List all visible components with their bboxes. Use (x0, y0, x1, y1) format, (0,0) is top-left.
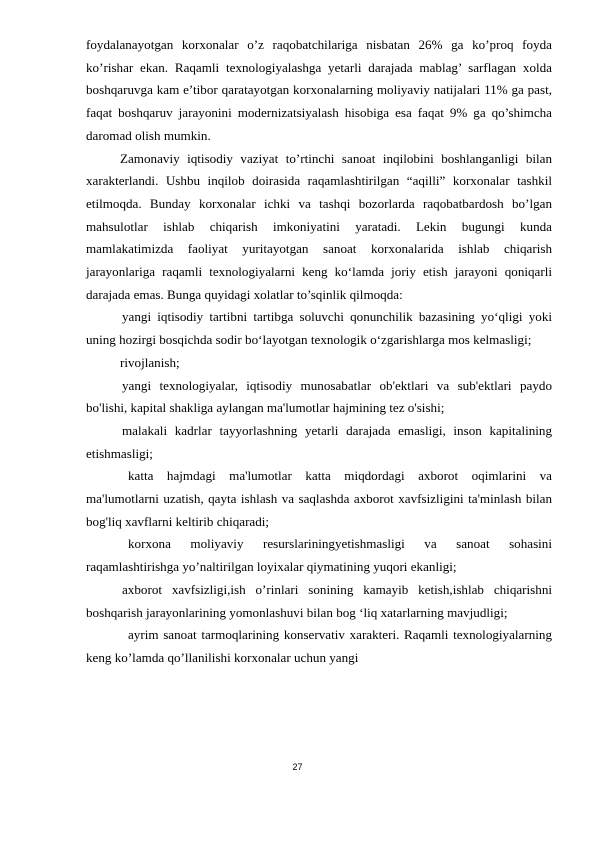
list-item-development: rivojlanish; (120, 354, 180, 370)
list-item-qualified-staff: malakali kadrlar tayyorlashning yetarli darajada emasligi, inson kapitalining etishmasligi; (86, 422, 552, 461)
list-item-conservative-industries: ayrim sanoat tarmoqlarining konservativ xarakteri. Raqamli texnologiyalarning keng ko’lamda qo’llanilishi korxonalar uchun yangi (86, 627, 552, 665)
body-text (86, 34, 552, 670)
page-number: 27 (292, 762, 303, 772)
list-item-big-data-risks: katta hajmdagi ma'lumotlar katta miqdordagi axborot oqimlarini va ma'lumotlarni uzatish, qayta ishlash va saqlashda axborot xavfsizligini ta'minlash bilan bog'liq xavflarni keltirib chiqaradi; (86, 468, 552, 529)
paragraph-modern-economy: Zamonaviy iqtisodiy vaziyat to’rtinchi sanoat inqilobini boshlanganligi bilan xarakterlandi. Ushbu inqilob doirasida raqamlashtirilgan “aqilli” korxonalar tashkil etilmoqda. Bunday korxonalar ichki va tashqi bozorlarda raqobatbardosh bo’lgan mahsulotlar ishlab chiqarish imkoniyatini yaratadi. Lekin bugungi kunda mamlakatimizda faoliyat yuritayotgan sanoat korxonalarida ishlab chiqarish jarayonlariga raqamli texnologiyalarni keng ko‘lamda joriy etish jarayoni qoniqarli darajada emas. Bunga quyidagi xolatlar to’sqinlik qilmoqda: (86, 150, 552, 302)
list-item-new-technologies: yangi texnologiyalar, iqtisodiy munosabatlar ob'ektlari va sub'ektlari paydo bo'lishi, kapital shakliga aylangan ma'lumotlar hajmining tez o'sishi; (86, 377, 552, 416)
list-item-financial-resources: korxona moliyaviy resurslariningyetishmasligi va sanoat sohasini raqamlashtirishga yo’naltirilgan loyixalar qiymatining yuqori ekanligi; (86, 536, 552, 575)
list-item-information-security: axborot xavfsizligi,ish o’rinlari sonining kamayib ketish,ishlab chiqarishni boshqarish jarayonlarining yomonlashuvi bilan bog ‘liq xatarlarning mavjudligi; (86, 581, 552, 620)
paragraph-continuation: foydalanayotgan korxonalar o’z raqobatchilariga nisbatan 26% ga ko’proq foyda ko’rishar ekan. Raqamli texnologiyalashga yetarli darajada mablag’ sarflagan xolda boshqaruvga kam e’tibor qaratayotgan korxonalarning moliyaviy natijalari 11% ga past, faqat boshqaruv jarayonini modernizatsiyalash hisobiga esa faqat 9% ga qo’shimcha daromad olish mumkin. (86, 37, 552, 143)
list-item-legislation: yangi iqtisodiy tartibni tartibga soluvchi qonunchilik bazasining yo‘qligi yoki uning hozirgi bosqichda sodir bo‘layotgan texnologik o‘zgarishlarga mos kelmasligi; (86, 309, 552, 348)
